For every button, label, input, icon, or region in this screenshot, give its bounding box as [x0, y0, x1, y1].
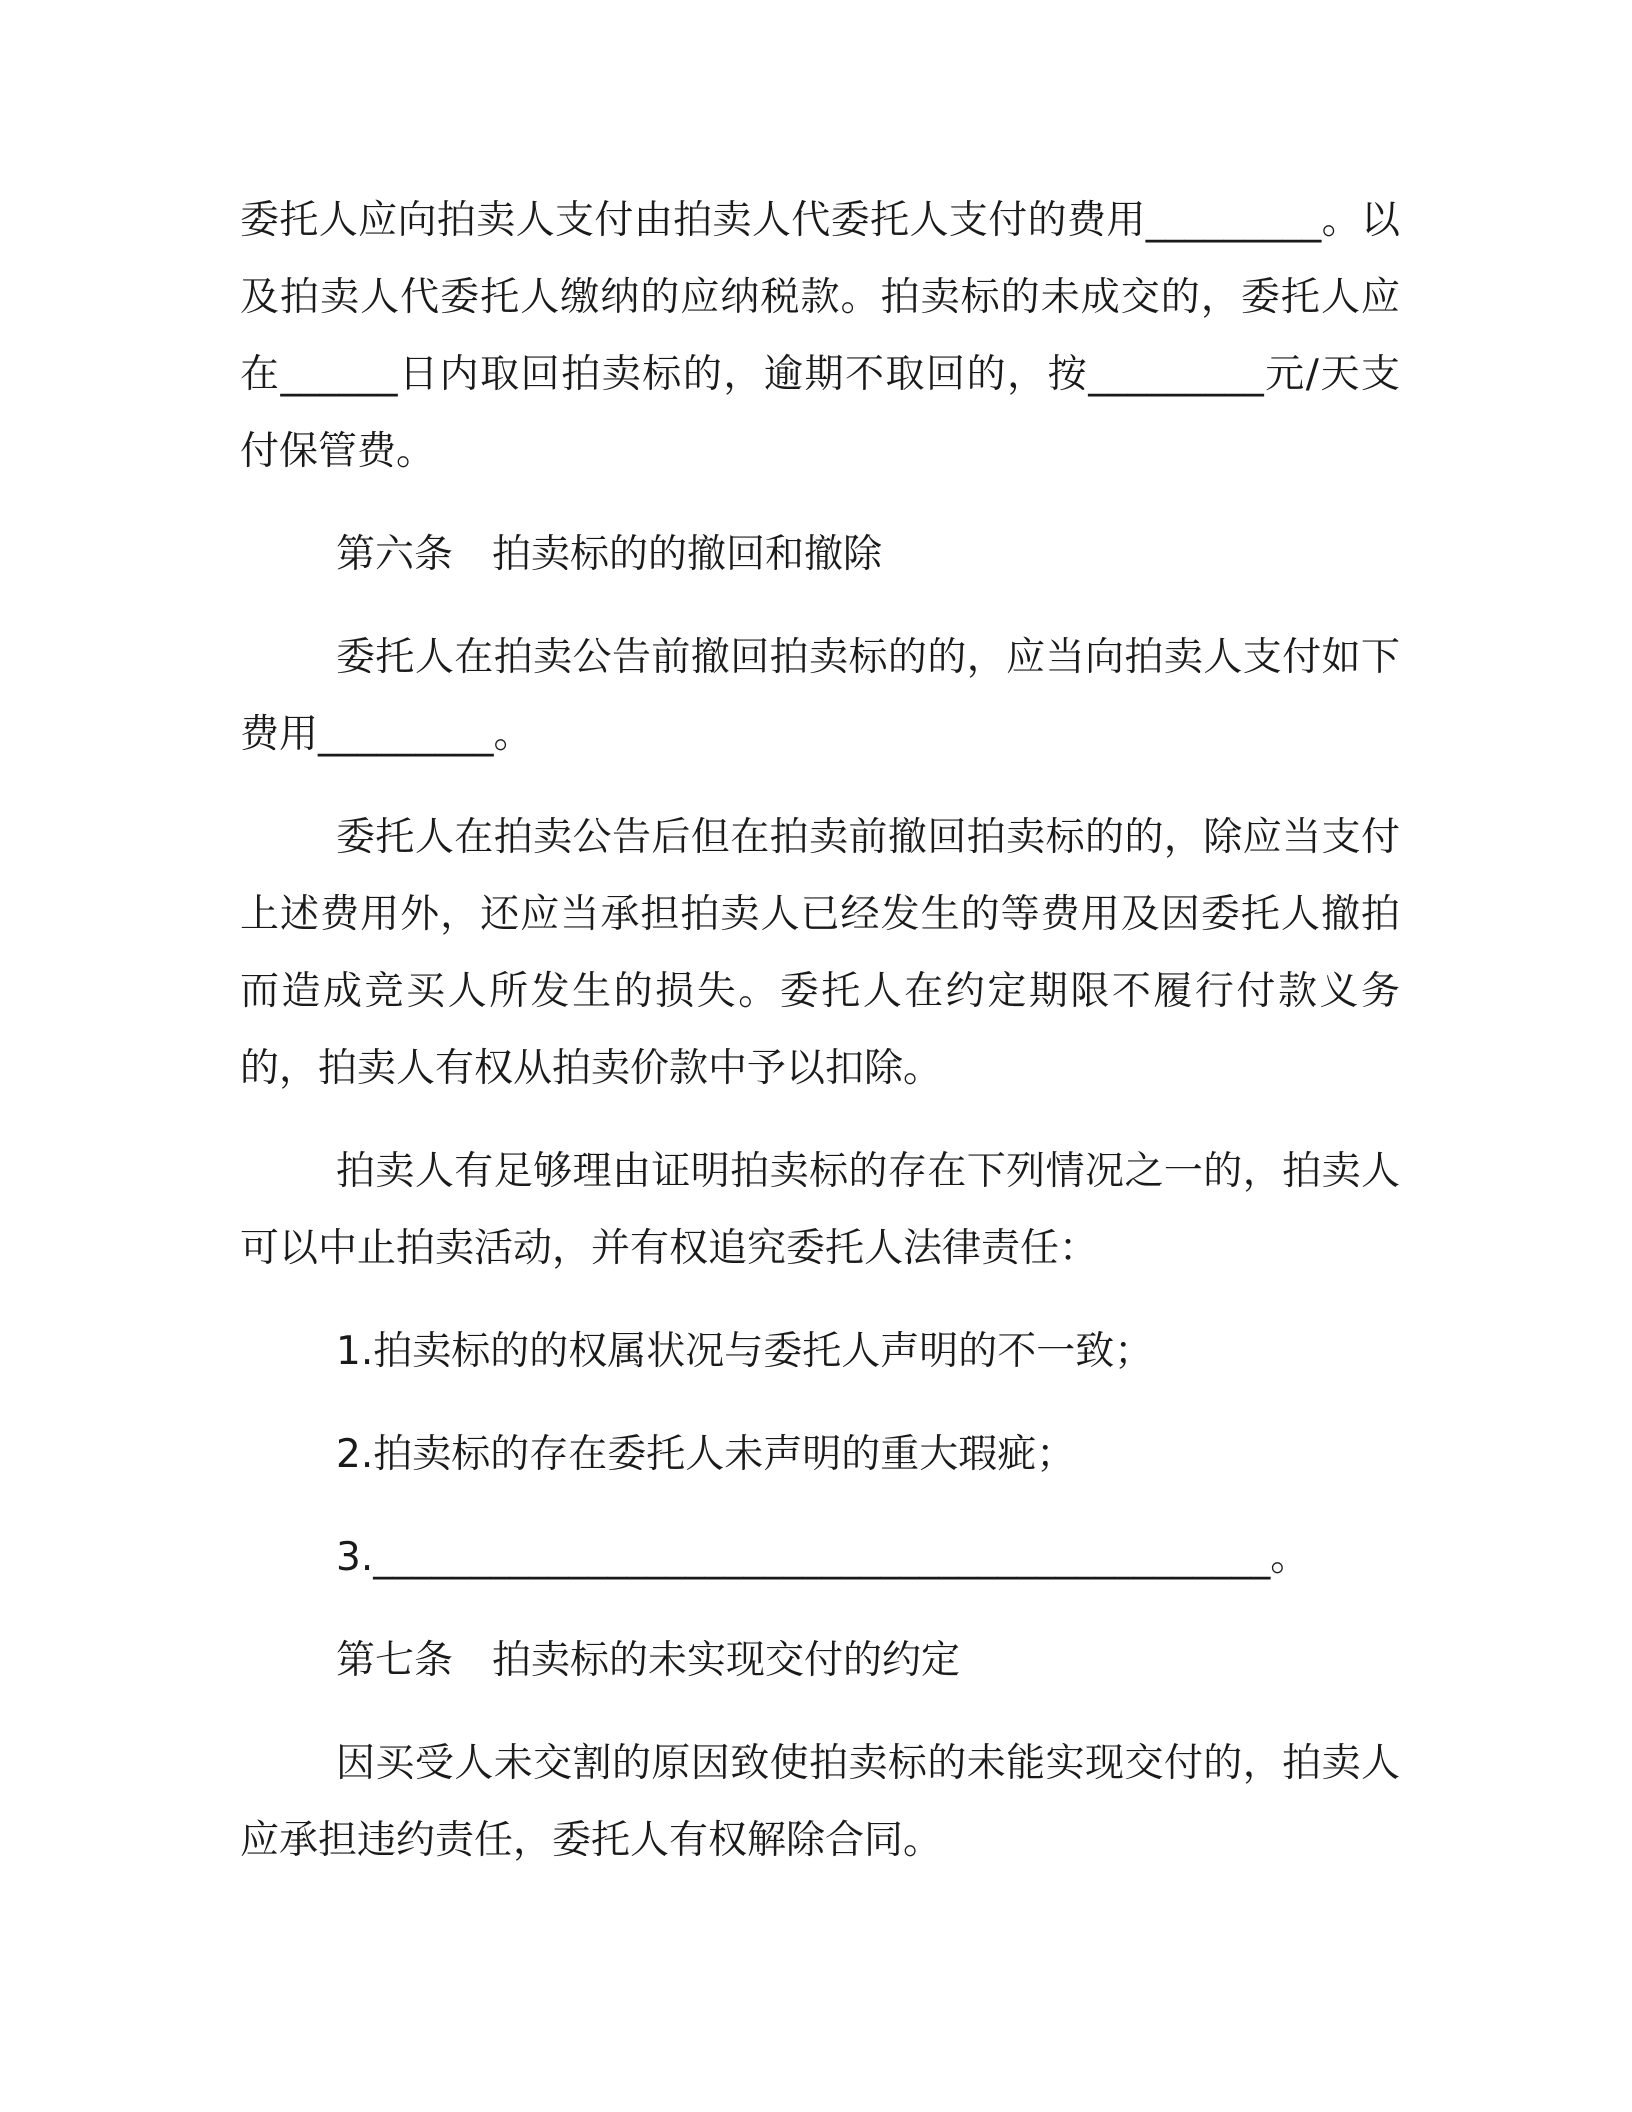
paragraph-withdraw-before-notice: 委托人在拍卖公告前撤回拍卖标的的，应当向拍卖人支付如下费用_________。 [240, 635, 1400, 757]
article-6-heading: 第六条 拍卖标的的撤回和撤除 [336, 532, 883, 577]
list-item-2: 2.拍卖标的存在委托人未声明的重大瑕疵； [336, 1432, 1076, 1477]
paragraph-storage-fee: 委托人应向拍卖人支付由拍卖人代委托人支付的费用_________。以及拍卖人代委托人缴纳的应纳税款。拍卖标的未成交的，委托人应在______日内取回拍卖标的，逾期不取回的，按_________元/天支付保管费。 [240, 198, 1400, 474]
paragraph-withdraw-after-notice: 委托人在拍卖公告后但在拍卖前撤回拍卖标的的，除应当支付上述费用外，还应当承担拍卖人已经发生的等费用及因委托人撤拍而造成竞买人所发生的损失。委托人在约定期限不履行付款义务的，拍卖人有权从拍卖价款中予以扣除。 [240, 815, 1400, 1091]
document-body [240, 182, 1400, 1879]
list-item-1: 1.拍卖标的的权属状况与委托人声明的不一致； [336, 1329, 1154, 1374]
list-item-3: 3.______________________________________________。 [336, 1535, 1310, 1580]
article-7-heading: 第七条 拍卖标的未实现交付的约定 [336, 1638, 961, 1683]
paragraph-suspend-auction: 拍卖人有足够理由证明拍卖标的存在下列情况之一的，拍卖人可以中止拍卖活动，并有权追究委托人法律责任： [240, 1149, 1400, 1271]
paragraph-delivery-failure: 因买受人未交割的原因致使拍卖标的未能实现交付的，拍卖人应承担违约责任，委托人有权解除合同。 [240, 1741, 1400, 1863]
